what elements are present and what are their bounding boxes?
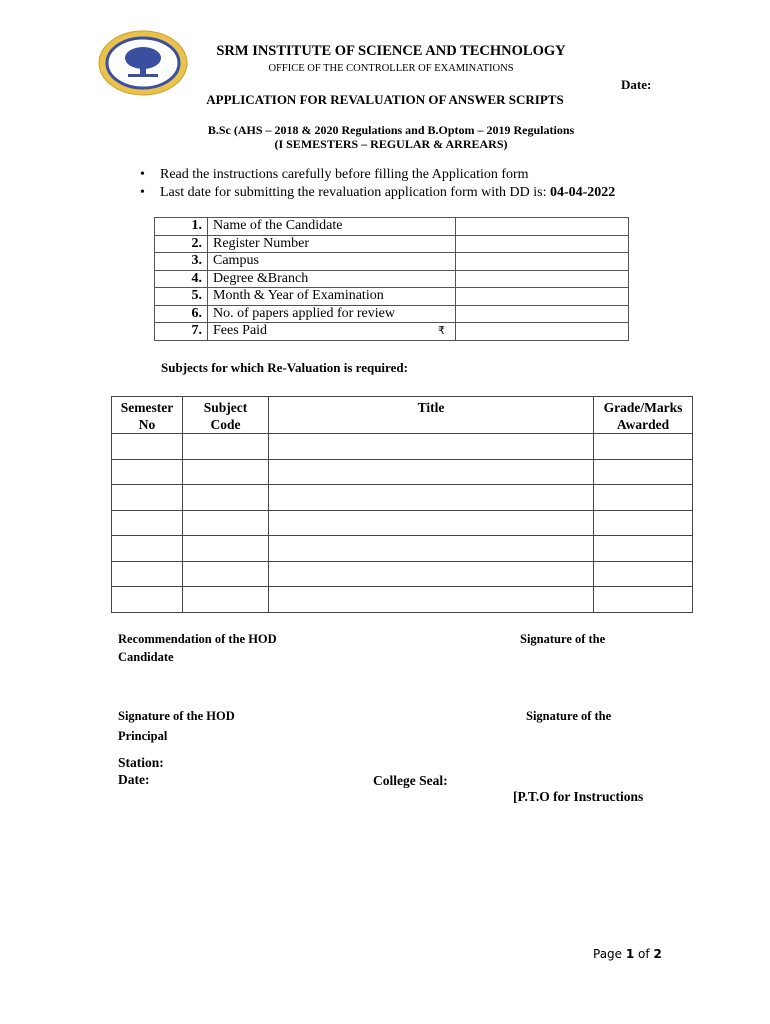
- instruction-item: [140, 184, 615, 202]
- page-number: [593, 947, 662, 961]
- papers-count-field[interactable]: [456, 305, 629, 323]
- table-row: [155, 235, 629, 253]
- grade-cell[interactable]: [594, 459, 693, 485]
- col-grade-line1: Grade/Marks: [603, 400, 683, 415]
- code-cell[interactable]: [183, 485, 269, 511]
- table-row: [155, 323, 629, 341]
- grade-cell[interactable]: [594, 485, 693, 511]
- col-subject-code: [183, 397, 269, 434]
- subjects-table: [111, 396, 693, 613]
- hod-signature-block: [118, 707, 235, 745]
- row-label: No. of papers applied for review: [208, 305, 456, 323]
- program-line-1: B.Sc (AHS – 2018 & 2020 Regulations and B.Optom – 2019 Regulations: [207, 123, 575, 137]
- program-line-2: (I SEMESTERS – REGULAR & ARREARS): [274, 137, 508, 151]
- last-date: 04-04-2022: [549, 185, 616, 200]
- footer-date-label: Date:: [118, 772, 150, 787]
- row-number: 4.: [155, 270, 208, 288]
- candidate-details-table: [154, 217, 629, 341]
- row-number: 7.: [155, 323, 208, 341]
- table-row: [112, 587, 693, 613]
- fees-paid-field[interactable]: [456, 323, 629, 341]
- row-number: 5.: [155, 288, 208, 306]
- table-row: [155, 270, 629, 288]
- table-row: [112, 485, 693, 511]
- semester-cell[interactable]: [112, 561, 183, 587]
- table-row: [155, 253, 629, 271]
- candidate-label: Candidate: [118, 650, 174, 664]
- college-seal-label: College Seal:: [373, 773, 448, 788]
- title-cell[interactable]: [269, 536, 594, 562]
- row-label: Degree &Branch: [208, 270, 456, 288]
- col-semester-line2: No: [138, 417, 156, 432]
- instruction-text: Last date for submitting the revaluation application form with DD is:: [160, 185, 550, 200]
- principal-label: Principal: [118, 729, 168, 743]
- rupee-icon: ₹: [438, 324, 445, 337]
- exam-month-year-field[interactable]: [456, 288, 629, 306]
- row-label: Name of the Candidate: [208, 218, 456, 236]
- date-label: Date:: [621, 77, 652, 92]
- grade-cell[interactable]: [594, 561, 693, 587]
- row-label: Register Number: [208, 235, 456, 253]
- hod-recommendation-label: Recommendation of the HOD: [118, 632, 277, 646]
- table-row: [112, 459, 693, 485]
- row-number: 3.: [155, 253, 208, 271]
- instructions-list: [140, 166, 615, 202]
- title-cell[interactable]: [269, 434, 594, 460]
- semester-cell[interactable]: [112, 587, 183, 613]
- table-row: [155, 305, 629, 323]
- principal-signature-label: Signature of the: [526, 709, 612, 723]
- table-row: [155, 288, 629, 306]
- row-number: 2.: [155, 235, 208, 253]
- semester-cell[interactable]: [112, 510, 183, 536]
- title-cell[interactable]: [269, 587, 594, 613]
- pto-note: [P.T.O for Instructions: [513, 789, 644, 804]
- code-cell[interactable]: [183, 587, 269, 613]
- table-row: [112, 510, 693, 536]
- row-label: Month & Year of Examination: [208, 288, 456, 306]
- page-prefix: Page: [593, 947, 626, 961]
- title-cell[interactable]: [269, 459, 594, 485]
- page-current: 1: [625, 947, 635, 961]
- application-title: APPLICATION FOR REVALUATION OF ANSWER SCRIPTS: [206, 92, 564, 107]
- col-grade-line2: Awarded: [616, 417, 670, 432]
- row-number: 6.: [155, 305, 208, 323]
- office-name: OFFICE OF THE CONTROLLER OF EXAMINATIONS: [268, 63, 514, 74]
- col-title: Title: [269, 397, 594, 434]
- row-label: Campus: [208, 253, 456, 271]
- title-cell[interactable]: [269, 485, 594, 511]
- page-of: of: [634, 947, 654, 961]
- fees-label: Fees Paid: [213, 323, 268, 339]
- semester-cell[interactable]: [112, 434, 183, 460]
- campus-field[interactable]: [456, 253, 629, 271]
- candidate-signature-label: Signature of the: [520, 632, 606, 646]
- semester-cell[interactable]: [112, 536, 183, 562]
- row-label: [208, 323, 456, 341]
- station-label: Station:: [118, 755, 164, 770]
- degree-branch-field[interactable]: [456, 270, 629, 288]
- semester-cell[interactable]: [112, 459, 183, 485]
- institute-name: SRM INSTITUTE OF SCIENCE AND TECHNOLOGY: [216, 43, 566, 59]
- code-cell[interactable]: [183, 510, 269, 536]
- semester-cell[interactable]: [112, 485, 183, 511]
- instruction-item: • Read the instructions carefully before filling the Application form: [140, 166, 615, 184]
- col-grade: [594, 397, 693, 434]
- page-total: 2: [653, 947, 662, 961]
- code-cell[interactable]: [183, 459, 269, 485]
- grade-cell[interactable]: [594, 510, 693, 536]
- grade-cell[interactable]: [594, 536, 693, 562]
- title-cell[interactable]: [269, 561, 594, 587]
- title-cell[interactable]: [269, 510, 594, 536]
- code-cell[interactable]: [183, 536, 269, 562]
- row-number: 1.: [155, 218, 208, 236]
- col-semester-line1: Semester: [120, 400, 174, 415]
- code-cell[interactable]: [183, 561, 269, 587]
- table-row: [155, 218, 629, 236]
- col-code-line2: Code: [210, 417, 241, 432]
- code-cell[interactable]: [183, 434, 269, 460]
- table-row: [112, 536, 693, 562]
- candidate-name-field[interactable]: [456, 218, 629, 236]
- subjects-heading: Subjects for which Re-Valuation is required:: [161, 360, 408, 375]
- station-date-block: [118, 754, 164, 788]
- table-header-row: [112, 397, 693, 434]
- hod-signature-label: Signature of the HOD: [118, 709, 235, 723]
- table-row: [112, 434, 693, 460]
- col-code-line1: Subject: [203, 400, 248, 415]
- table-row: [112, 561, 693, 587]
- register-number-field[interactable]: [456, 235, 629, 253]
- col-semester: [112, 397, 183, 434]
- grade-cell[interactable]: [594, 434, 693, 460]
- grade-cell[interactable]: [594, 587, 693, 613]
- hod-recommendation-block: [118, 630, 277, 666]
